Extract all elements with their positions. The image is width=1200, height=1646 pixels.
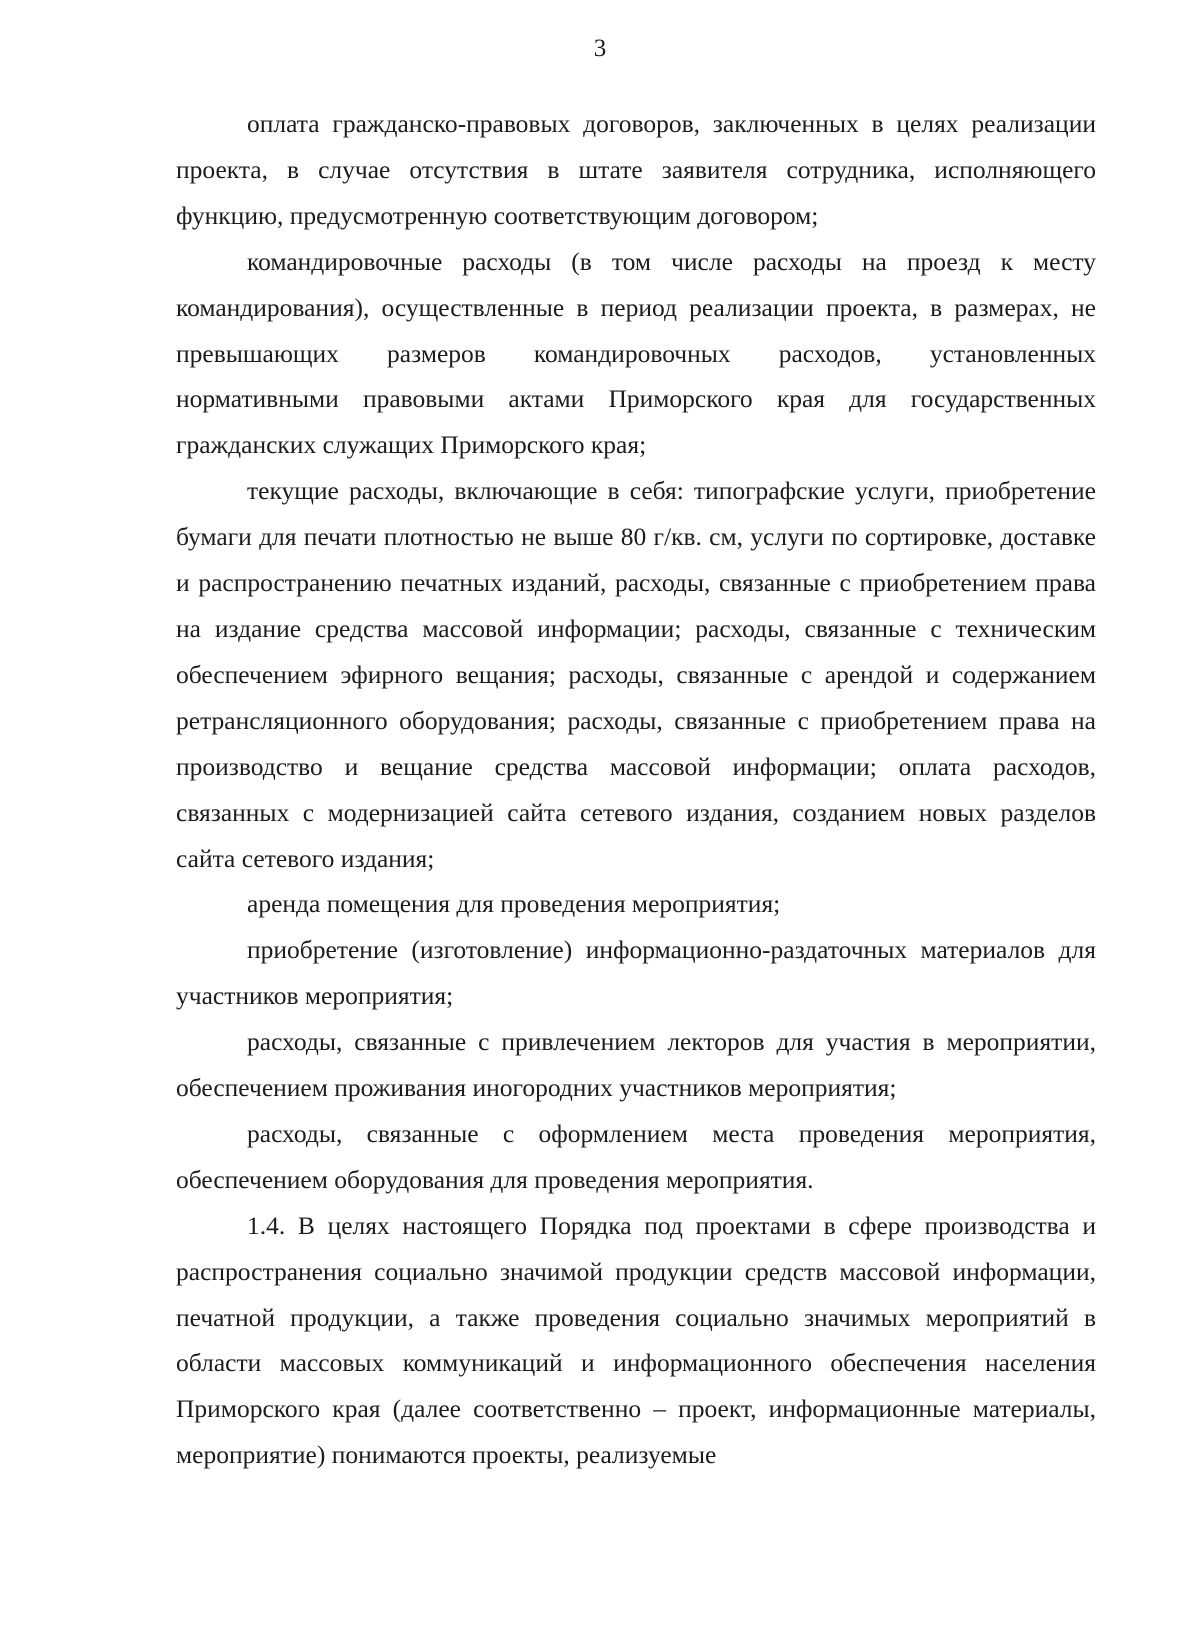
paragraph-handout-materials: приобретение (изготовление) информационно-раздаточных материалов для участников мероприятия;	[176, 935, 1096, 1011]
paragraph-venue-decoration: расходы, связанные с оформлением места проведения мероприятия, обеспечением оборудования для проведения мероприятия.	[176, 1118, 1096, 1194]
page-number: 3	[593, 35, 607, 62]
paragraph-premises-rent: аренда помещения для проведения мероприятия;	[247, 889, 781, 919]
paragraph-current-expenses: текущие расходы, включающие в себя: типографские услуги, приобретение бумаги для печати плотностью не выше 80 г/кв. см, услуги по сортировке, доставке и распространению печатных изданий, расходы, связанные с приобретением права на издание средства массовой информации; расходы, связанные с техническим обеспечением эфирного вещания; расходы, связанные с арендой и содержанием ретрансляционного оборудования; расходы, связанные с приобретением права на производство и вещание средства массовой информации; оплата расходов, связанных с модернизацией сайта сетевого издания, созданием новых разделов сайта сетевого издания;	[176, 476, 1096, 873]
paragraph-travel-expenses: командировочные расходы (в том числе расходы на проезд к месту командирования), осуществленные в период реализации проекта, в размерах, не превышающих размеров командировочных расходов, установленных нормативными правовыми актами Приморского края для государственных гражданских служащих Приморского края;	[176, 246, 1096, 460]
document-body	[176, 101, 1096, 1478]
paragraph-section-1-4: 1.4. В целях настоящего Порядка под проектами в сфере производства и распространения социально значимой продукции средств массовой информации, печатной продукции, а также проведения социально значимых мероприятий в области массовых коммуникаций и информационного обеспечения населения Приморского края (далее соответственно – проект, информационные материалы, мероприятие) понимаются проекты, реализуемые	[176, 1210, 1096, 1470]
paragraph-civil-contracts: оплата гражданско-правовых договоров, заключенных в целях реализации проекта, в случае отсутствия в штате заявителя сотрудника, исполняющего функцию, предусмотренную соответствующим договором;	[176, 109, 1096, 230]
paragraph-lecturers: расходы, связанные с привлечением лекторов для участия в мероприятии, обеспечением проживания иногородних участников мероприятия;	[176, 1027, 1096, 1103]
